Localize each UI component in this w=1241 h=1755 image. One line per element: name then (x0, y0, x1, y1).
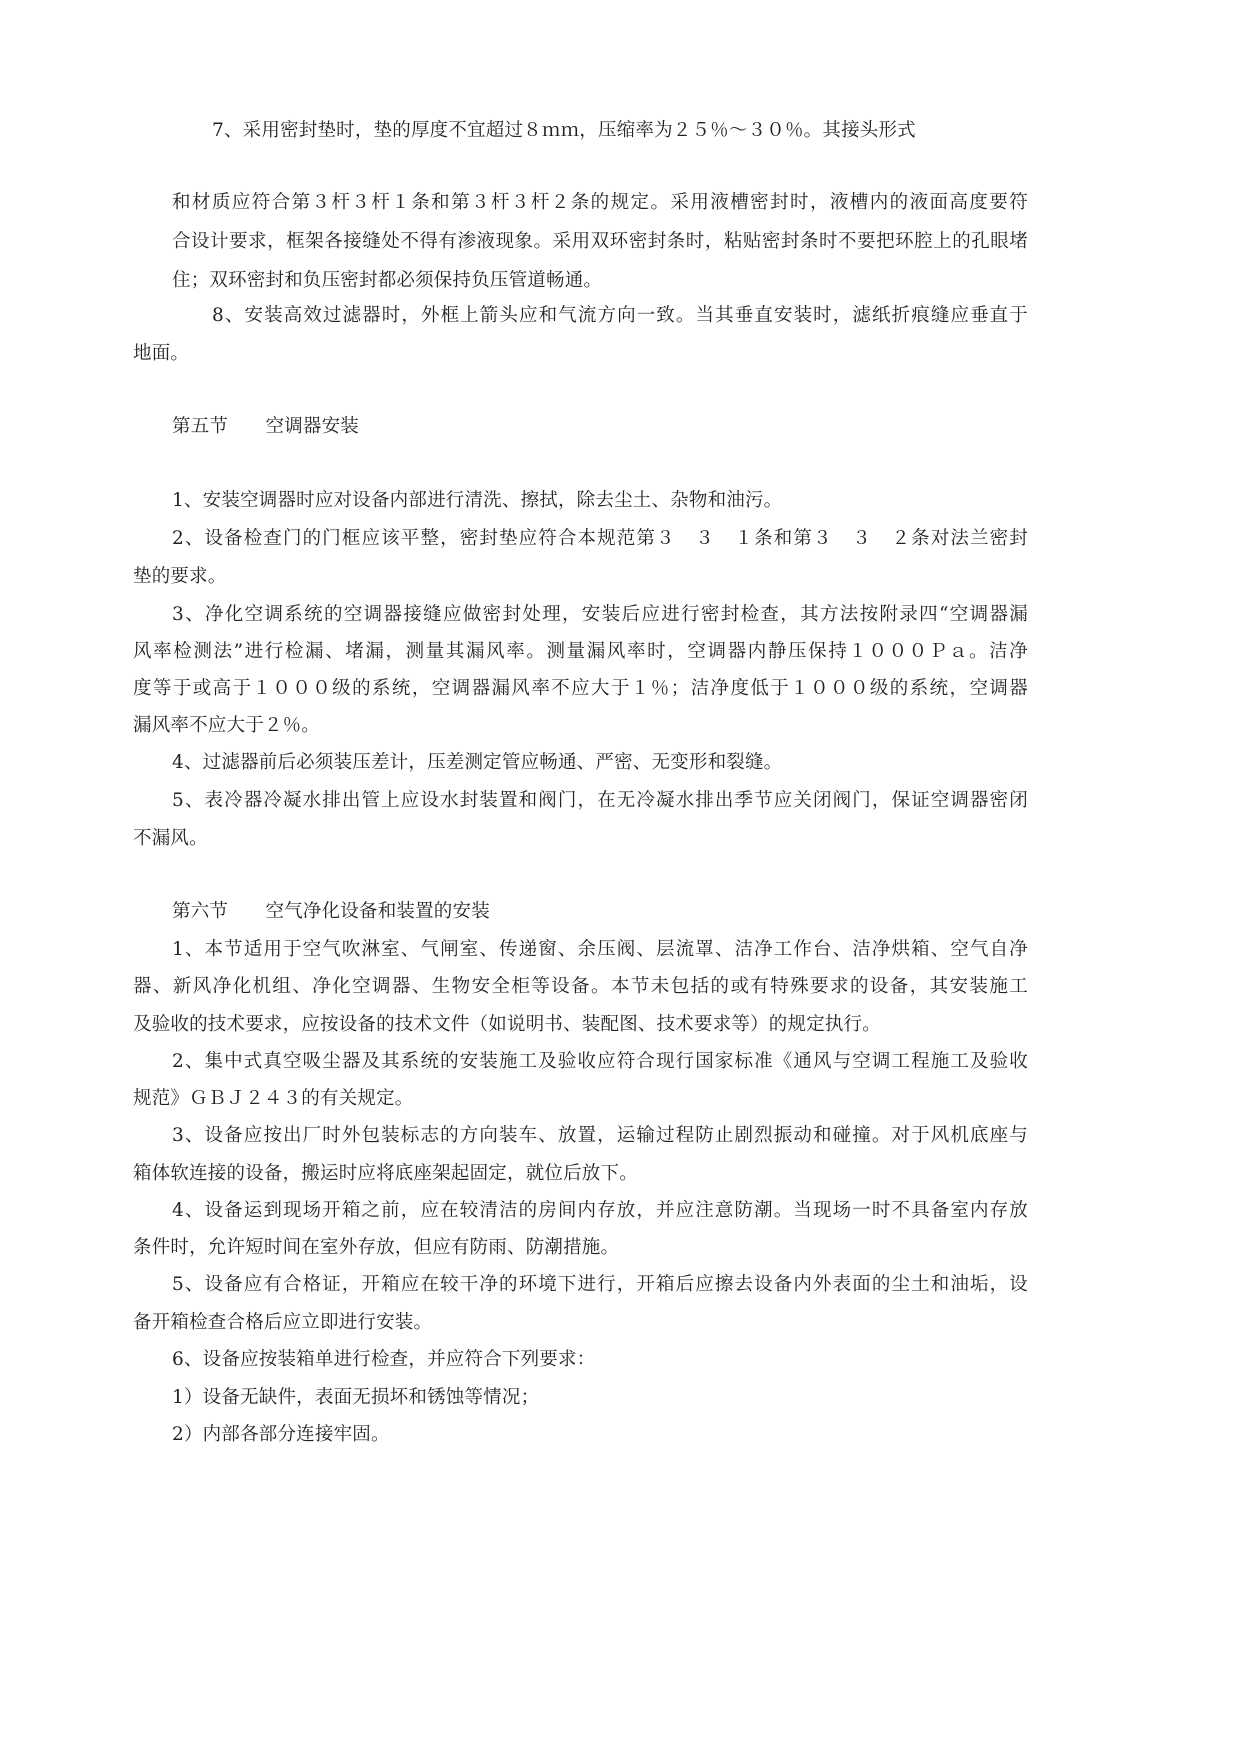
section6-item-1-line-1: 1、本节适用于空气吹淋室、气闸室、传递窗、余压阀、层流罩、洁净工作台、洁净烘箱、空气自净 (172, 939, 1028, 960)
section5-item-2-line-1: 2、设备检查门的门框应该平整，密封垫应符合本规范第３ ３ １条和第３ ３ ２条对法兰密封 (172, 528, 1028, 549)
p7-line-2: 和材质应符合第３杆３杆１条和第３杆３杆２条的规定。采用液槽密封时，液槽内的液面高度要符 (172, 192, 1028, 213)
section5-item-3-line-3: 度等于或高于１０００级的系统，空调器漏风率不应大于１％；洁净度低于１０００级的系统，空调器 (133, 678, 1028, 699)
section6-item-4-line-1: 4、设备运到现场开箱之前，应在较清洁的房间内存放，并应注意防潮。当现场一时不具备室内存放 (172, 1200, 1028, 1221)
section6-item-2-line-2: 规范》ＧＢＪ２４３的有关规定。 (133, 1088, 414, 1109)
section5-item-3-line-1: 3、净化空调系统的空调器接缝应做密封处理，安装后应进行密封检查，其方法按附录四“空调器漏 (172, 604, 1028, 625)
section6-item-6: 6、设备应按装箱单进行检查，并应符合下列要求： (172, 1349, 596, 1370)
section6-item-2-line-1: 2、集中式真空吸尘器及其系统的安装施工及验收应符合现行国家标准《通风与空调工程施工及验收 (172, 1051, 1028, 1072)
section5-item-2-line-2: 垫的要求。 (133, 566, 227, 587)
section5-item-4: 4、过滤器前后必须装压差计，压差测定管应畅通、严密、无变形和裂缝。 (172, 752, 783, 773)
p7-line-4: 住；双环密封和负压密封都必须保持负压管道畅通。 (172, 270, 603, 291)
section5-heading: 第五节 空调器安装 (172, 416, 360, 437)
section6-item-3-line-1: 3、设备应按出厂时外包装标志的方向装车、放置，运输过程防止剧烈振动和碰撞。对于风机底座与 (172, 1125, 1028, 1146)
p8-line-1: 8、安装高效过滤器时，外框上箭头应和气流方向一致。当其垂直安装时，滤纸折痕缝应垂直于 (212, 305, 1028, 326)
section6-subitem-2: 2）内部各部分连接牢固。 (172, 1424, 390, 1445)
section5-item-3-line-2: 风率检测法”进行检漏、堵漏，测量其漏风率。测量漏风率时，空调器内静压保持１０００Ｐａ。洁净 (133, 641, 1028, 662)
section6-item-1-line-2: 器、新风净化机组、净化空调器、生物安全柜等设备。本节未包括的或有特殊要求的设备，其安装施工 (133, 976, 1028, 997)
p8-line-2: 地面。 (133, 343, 190, 364)
section6-item-3-line-2: 箱体软连接的设备，搬运时应将底座架起固定，就位后放下。 (133, 1163, 638, 1184)
section5-item-5-line-2: 不漏风。 (133, 828, 208, 849)
p7-line-3: 合设计要求，框架各接缝处不得有渗液现象。采用双环密封条时，粘贴密封条时不要把环腔上的孔眼堵 (172, 231, 1028, 252)
section5-item-3-line-4: 漏风率不应大于２％。 (133, 715, 321, 736)
section6-item-1-line-3: 及验收的技术要求，应按设备的技术文件（如说明书、装配图、技术要求等）的规定执行。 (133, 1014, 882, 1035)
section6-item-5-line-1: 5、设备应有合格证，开箱应在较干净的环境下进行，开箱后应擦去设备内外表面的尘土和油垢，设 (172, 1274, 1028, 1295)
section6-item-4-line-2: 条件时，允许短时间在室外存放，但应有防雨、防潮措施。 (133, 1237, 620, 1258)
section6-subitem-1: 1）设备无缺件，表面无损坏和锈蚀等情况； (172, 1387, 540, 1408)
section6-heading: 第六节 空气净化设备和装置的安装 (172, 901, 490, 922)
section6-item-5-line-2: 备开箱检查合格后应立即进行安装。 (133, 1312, 433, 1333)
section5-item-1: 1、安装空调器时应对设备内部进行清洗、擦拭，除去尘土、杂物和油污。 (172, 490, 783, 511)
section5-item-5-line-1: 5、表冷器冷凝水排出管上应设水封装置和阀门，在无冷凝水排出季节应关闭阀门，保证空调器密闭 (172, 790, 1028, 811)
p7-line-1: 7、采用密封垫时，垫的厚度不宜超过８ｍｍ，压缩率为２５％～３０％。其接头形式 (212, 120, 916, 141)
